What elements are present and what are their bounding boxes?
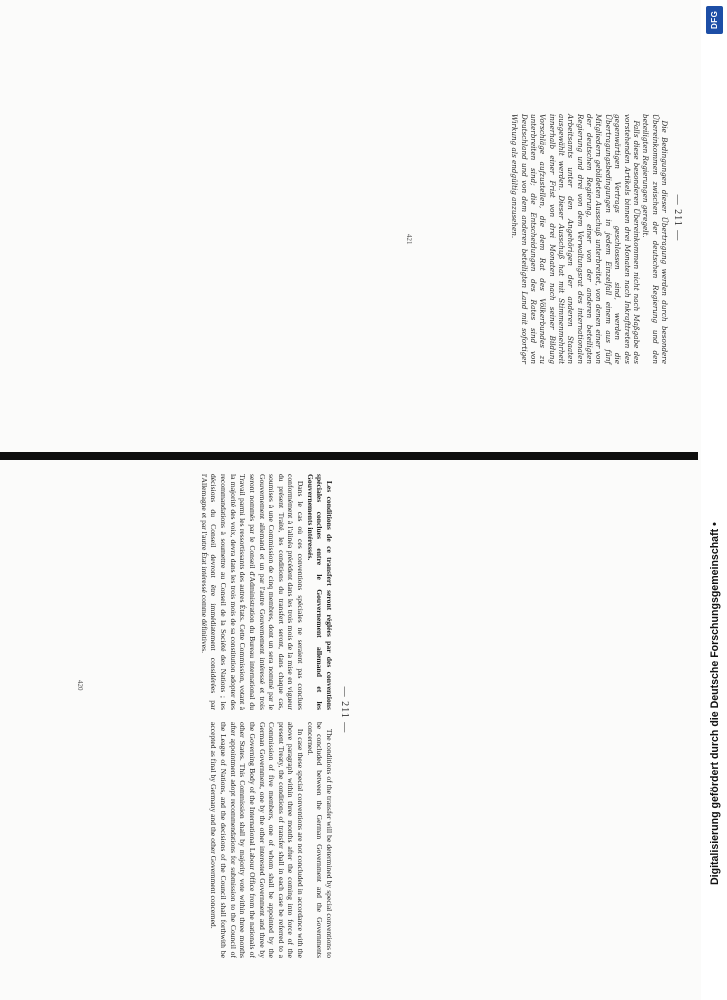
- french-paragraph: Dans le cas où ces conventions spéciales ne seraient pas conclues conformément à l'alinéa précédent dans les trois mois de la mise en vigueur du présent Traité, les conditions du transfert seront, dans chaque cas, soumises à une Commission de cinq membres, dont un sera nommé par le Gouvernement allemand et un par l'autre Gouvernement intéressé et trois seront nommés par le Conseil d'Administration du Bureau international du Travail parmi les ressortissants des autres États. Cette Commission, votant à la majorité des voix, devra dans les trois mois de sa constitution adopter des recommandations à soumettre au Conseil de la Société des Nations ; les décisions du Conseil devront être immédiatement considérées par l'Allemagne et par l'autre État intéressé comme définitives.: [199, 474, 306, 710]
- page-gutter: [0, 452, 698, 460]
- french-paragraph: Les conditions de ce transfert seront réglées par des conventions spéciales conclues entre le Gouvernement allemand et les Gouvernements intéressés.: [305, 474, 334, 710]
- lower-page: [52, 470, 352, 970]
- dfg-logo: DFG: [706, 6, 723, 34]
- german-column: [510, 114, 669, 364]
- english-paragraph: In case these special conventions are not concluded in accordance with the above paragraph within three months after the coming into force of the present Treaty, the conditions of transfer shall in each case be referred to a Commission of five members, one of whom shall be appointed by the German Government, one by the other interested Government and three by the Governing Body of the International Labour Office from the nationals of other States. This Commission shall by majority vote within three months after appointment adopt recommendations for submission to the Council of the League of Nations, and the decisions of the Council shall forthwith be accepted as final by Germany and the other Government concerned.: [209, 722, 306, 958]
- upper-page: [355, 18, 685, 448]
- english-column: [209, 722, 334, 958]
- lower-page-footer-mark: 420: [76, 680, 84, 691]
- german-paragraph: Die Bedingungen dieser Übertragung werden durch besondere Übereinkommen zwischen der deutschen Regierung und den beteiligten Regierungen geregelt.: [641, 114, 669, 364]
- digitization-credit: Digitalisierung gefördert durch die Deutsche Forschungsgemeinschaft •: [709, 522, 721, 885]
- upper-page-number: — 211 —: [672, 194, 683, 242]
- lower-page-number: — 211 —: [339, 686, 350, 734]
- digitization-credit-strip: [701, 0, 727, 1000]
- english-paragraph: The conditions of the transfer will be determined by special conventions to be concluded between the German Government and the Governments concerned.: [305, 722, 334, 958]
- french-column: [199, 474, 334, 710]
- german-paragraph: Falls diese besonderen Übereinkommen nicht nach Maßgabe des vorstehenden Artikels binnen drei Monaten nach Inkrafttreten des gegenwärtigen Vertrags geschlossen sind, werden die Übertragungsbedingungen in jedem Einzelfall einem aus fünf Mitgliedern gebildeten Ausschuß unterbreitet, von denen einer von der deutschen Regierung, einer von der anderen beteiligten Regierung und drei von dem Verwaltungsrat des internationalen Arbeitsamts unter den Angehörigen der anderen Staaten ausgewählt werden. Dieser Ausschuß hat mit Stimmenmehrheit innerhalb einer Frist von drei Monaten nach seiner Bildung Vorschläge aufzustellen, die dem Rat des Völkerbundes zu unterbreiten sind; die Entscheidungen des Rates sind von Deutschland und von dem anderen beteiligten Land mit sofortiger Wirkung als endgültig anzusehen.: [510, 114, 641, 364]
- upper-page-footer-mark: 421: [405, 234, 413, 245]
